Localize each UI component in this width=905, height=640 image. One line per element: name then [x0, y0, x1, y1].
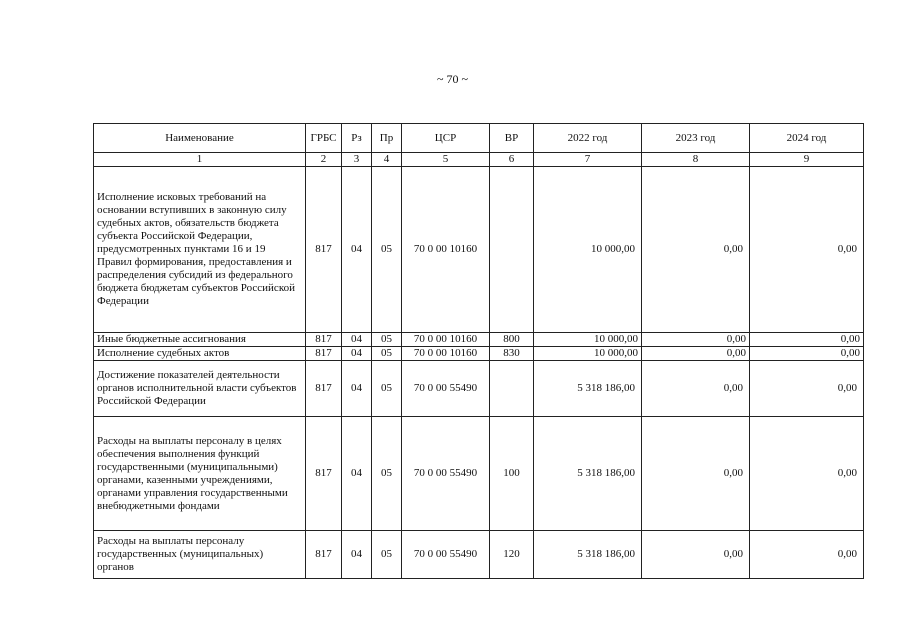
- column-number: 8: [642, 153, 750, 167]
- column-number: 6: [490, 153, 534, 167]
- row-2024: 0,00: [750, 417, 864, 531]
- column-number: 4: [372, 153, 402, 167]
- column-header: 2022 год: [534, 124, 642, 153]
- row-pr: 05: [372, 167, 402, 333]
- row-2023: 0,00: [642, 333, 750, 347]
- column-number: 7: [534, 153, 642, 167]
- row-2023: 0,00: [642, 531, 750, 579]
- row-2024: 0,00: [750, 531, 864, 579]
- row-csr: 70 0 00 55490: [402, 361, 490, 417]
- column-header: Наименование: [94, 124, 306, 153]
- row-rz: 04: [342, 417, 372, 531]
- row-grbs: 817: [306, 347, 342, 361]
- column-header: Рз: [342, 124, 372, 153]
- row-vr: [490, 167, 534, 333]
- table-row: [94, 531, 864, 579]
- column-header: 2024 год: [750, 124, 864, 153]
- row-name: Достижение показателей деятельности органов исполнительной власти субъектов Российской Федерации: [94, 361, 306, 417]
- row-rz: 04: [342, 347, 372, 361]
- row-pr: 05: [372, 417, 402, 531]
- table-row: [94, 333, 864, 347]
- row-grbs: 817: [306, 333, 342, 347]
- row-vr: 830: [490, 347, 534, 361]
- row-2023: 0,00: [642, 167, 750, 333]
- row-rz: 04: [342, 531, 372, 579]
- column-number: 5: [402, 153, 490, 167]
- row-pr: 05: [372, 361, 402, 417]
- row-2024: 0,00: [750, 167, 864, 333]
- row-grbs: 817: [306, 361, 342, 417]
- row-2024: 0,00: [750, 347, 864, 361]
- row-2023: 0,00: [642, 347, 750, 361]
- table-row: [94, 361, 864, 417]
- row-grbs: 817: [306, 417, 342, 531]
- row-csr: 70 0 00 10160: [402, 167, 490, 333]
- row-vr: 120: [490, 531, 534, 579]
- table-row: [94, 167, 864, 333]
- budget-table: [93, 123, 864, 579]
- row-2024: 0,00: [750, 333, 864, 347]
- page-number: ~ 70 ~: [437, 72, 468, 86]
- row-grbs: 817: [306, 531, 342, 579]
- row-pr: 05: [372, 347, 402, 361]
- row-2022: 5 318 186,00: [534, 417, 642, 531]
- row-rz: 04: [342, 167, 372, 333]
- table-row: [94, 417, 864, 531]
- row-name: Расходы на выплаты персоналу в целях обеспечения выполнения функций государственными (муниципальными) органами, казенными учреждениями, органами управления государственными внебюджетными фондами: [94, 417, 306, 531]
- row-grbs: 817: [306, 167, 342, 333]
- row-csr: 70 0 00 10160: [402, 347, 490, 361]
- row-rz: 04: [342, 361, 372, 417]
- row-pr: 05: [372, 531, 402, 579]
- column-header: Пр: [372, 124, 402, 153]
- table-header-row: [94, 124, 864, 153]
- column-header: 2023 год: [642, 124, 750, 153]
- column-number: 2: [306, 153, 342, 167]
- column-number: 3: [342, 153, 372, 167]
- row-csr: 70 0 00 55490: [402, 417, 490, 531]
- row-csr: 70 0 00 10160: [402, 333, 490, 347]
- row-name: Исполнение судебных актов: [94, 347, 306, 361]
- row-2022: 10 000,00: [534, 333, 642, 347]
- table-row: [94, 347, 864, 361]
- row-2022: 5 318 186,00: [534, 361, 642, 417]
- column-number: 1: [94, 153, 306, 167]
- column-header: ГРБС: [306, 124, 342, 153]
- row-2022: 10 000,00: [534, 167, 642, 333]
- row-name: Расходы на выплаты персоналу государственных (муниципальных) органов: [94, 531, 306, 579]
- row-name: Иные бюджетные ассигнования: [94, 333, 306, 347]
- row-2023: 0,00: [642, 361, 750, 417]
- column-header: ЦСР: [402, 124, 490, 153]
- row-rz: 04: [342, 333, 372, 347]
- row-pr: 05: [372, 333, 402, 347]
- row-name: Исполнение исковых требований на основании вступивших в законную силу судебных актов, обязательств бюджета субъекта Российской Федерации, предусмотренных пунктами 16 и 19 Правил формирования, предоставления и распределения субсидий из федерального бюджета бюджетам субъектов Российской Федерации: [94, 167, 306, 333]
- row-2024: 0,00: [750, 361, 864, 417]
- row-2022: 5 318 186,00: [534, 531, 642, 579]
- column-header: ВР: [490, 124, 534, 153]
- row-2023: 0,00: [642, 417, 750, 531]
- row-2022: 10 000,00: [534, 347, 642, 361]
- row-vr: 800: [490, 333, 534, 347]
- row-vr: [490, 361, 534, 417]
- row-vr: 100: [490, 417, 534, 531]
- column-number-row: [94, 153, 864, 167]
- column-number: 9: [750, 153, 864, 167]
- row-csr: 70 0 00 55490: [402, 531, 490, 579]
